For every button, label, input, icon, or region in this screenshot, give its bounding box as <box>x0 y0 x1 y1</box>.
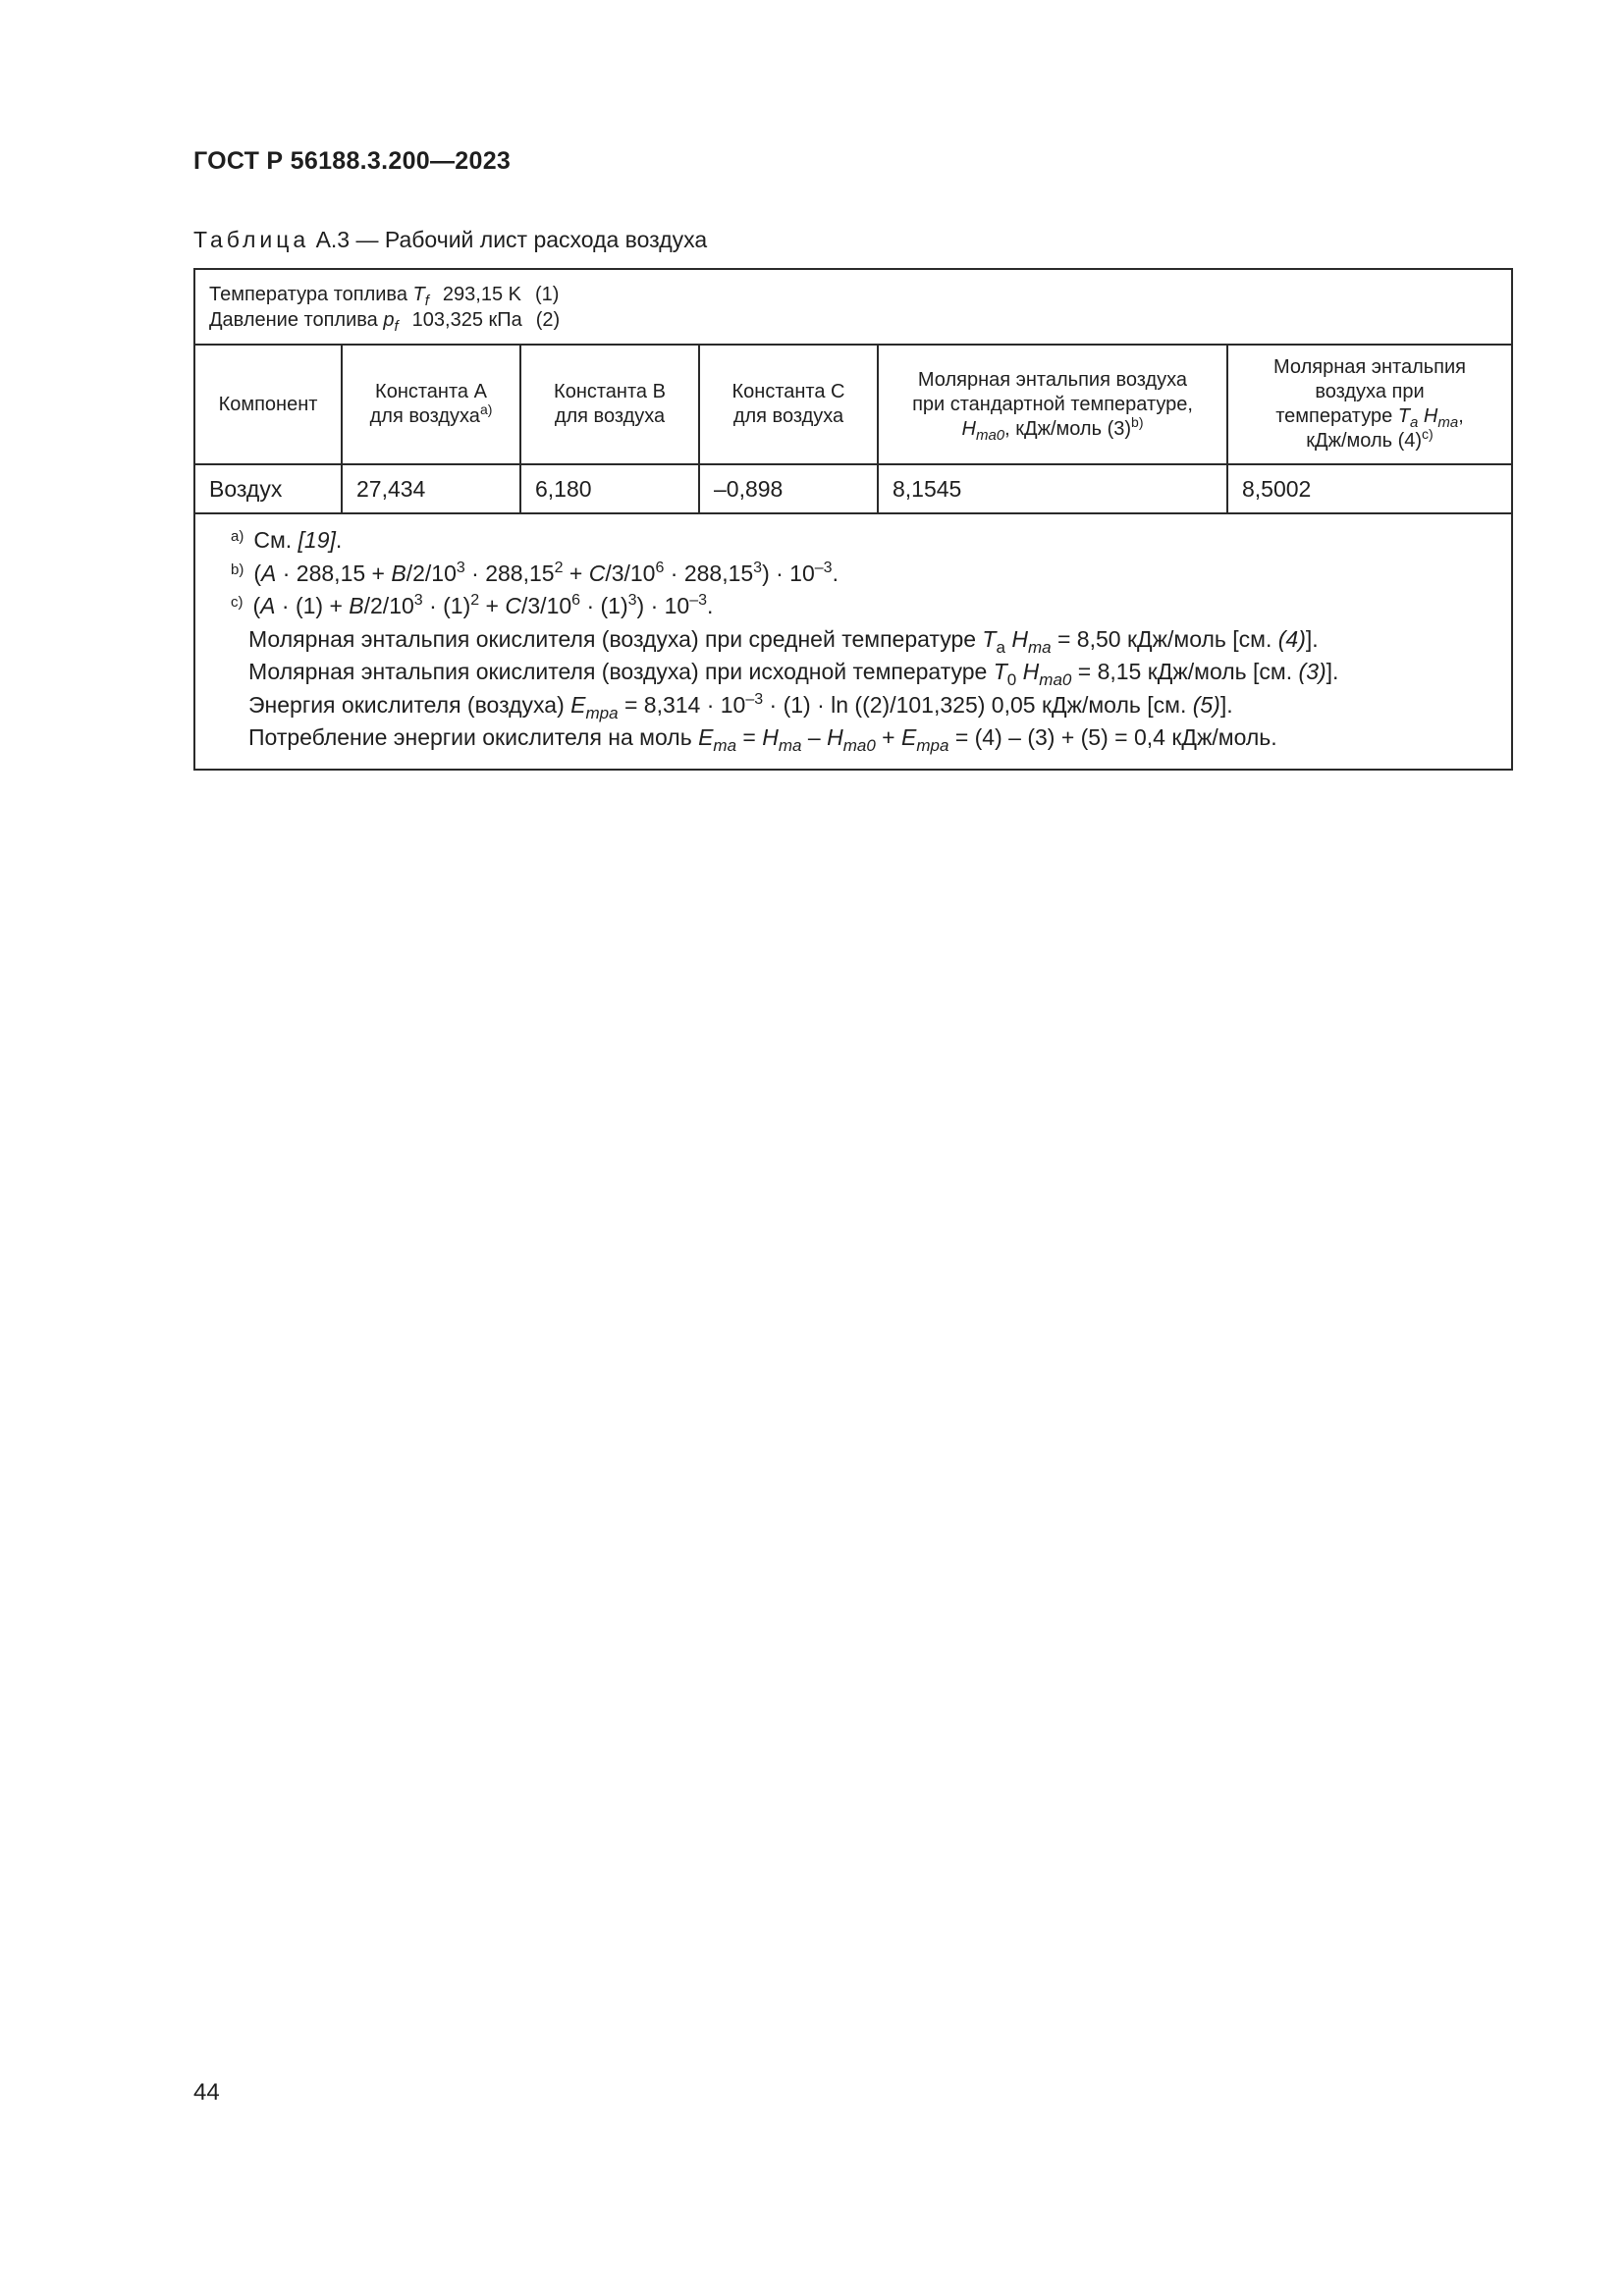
cell-enthalpy-standard: 8,1545 <box>878 464 1227 513</box>
page-number: 44 <box>193 2079 220 2106</box>
table-caption-label: Таблица <box>193 227 310 252</box>
conditions-cell <box>194 269 1512 345</box>
cell-enthalpy-average: 8,5002 <box>1227 464 1512 513</box>
header-enthalpy-standard: Молярная энтальпия воздуха при стандартной температуре, $H_{ma0}$, кДж/моль $(3)^{b)}$ <box>878 345 1227 464</box>
fuel-pressure-line: Давление топлива $p_f$ 103,325 кПа (2) <box>209 309 561 335</box>
footnote-b: $^{b)}$ $(A \cdot 288,15 + B/2/10^3 \cdot 288,15^2 + C/3/10^6 \cdot 288,15^3) \cdot 10^{-3}$. <box>231 559 839 586</box>
footnote-a: $^{а)}$ См. [19]. <box>231 527 343 553</box>
cell-constant-a: 27,434 <box>342 464 520 513</box>
cell-constant-c: –0,898 <box>699 464 878 513</box>
header-enthalpy-average: Молярная энтальпия воздуха при температуре $T_a$ $H_{ma}$, кДж/моль $(4)^{c)}$ <box>1227 345 1512 464</box>
footnote-c: $^{c)}$ $(A \cdot (1) + B/2/10^3 \cdot (1)^2 + C/3/10^6 \cdot (1)^3) \cdot 10^{-3}$. <box>231 592 714 618</box>
table-header-row <box>194 345 1512 464</box>
notes-cell <box>194 513 1512 770</box>
table-row <box>194 464 1512 513</box>
air-consumption-table <box>193 268 1513 771</box>
note-line-average-temperature: Молярная энтальпия окислителя (воздуха) при средней температуре $T_a$ $H_{ma} = 8,50$ кДж/моль [см. (4)]. <box>248 625 1319 657</box>
note-line-energy-consumption: Потребление энергии окислителя на моль $E_{ma} = H_{ma} - H_{ma0} + E_{mpa} = (4) - (3) + (5) = 0,4$ кДж/моль. <box>248 724 1277 755</box>
document-header: ГОСТ Р 56188.3.200—2023 <box>193 147 512 175</box>
cell-component: Воздух <box>194 464 342 513</box>
header-constant-c: Константа C для воздуха <box>699 345 878 464</box>
fuel-temperature-line: Температура топлива $T_f$ 293,15 K (1) <box>209 284 560 309</box>
header-component: Компонент <box>194 345 342 464</box>
cell-constant-b: 6,180 <box>520 464 699 513</box>
table-caption-title: А.3 — Рабочий лист расхода воздуха <box>309 227 708 252</box>
header-constant-a: Константа А для воздуха$^{а)}$ <box>342 345 520 464</box>
note-line-initial-temperature: Молярная энтальпия окислителя (воздуха) при исходной температуре $T_0$ $H_{ma0} = 8,15$ кДж/моль [см. (3)]. <box>248 659 1339 689</box>
table-caption <box>193 227 707 253</box>
note-line-oxidizer-energy: Энергия окислителя (воздуха) $E_{mpa} = 8,314 \cdot 10^{-3} \cdot (1) \cdot \ln ((2)/101,325)$ 0,05 кДж/моль [см. (5)]. <box>248 690 1233 722</box>
header-constant-b: Константа B для воздуха <box>520 345 699 464</box>
